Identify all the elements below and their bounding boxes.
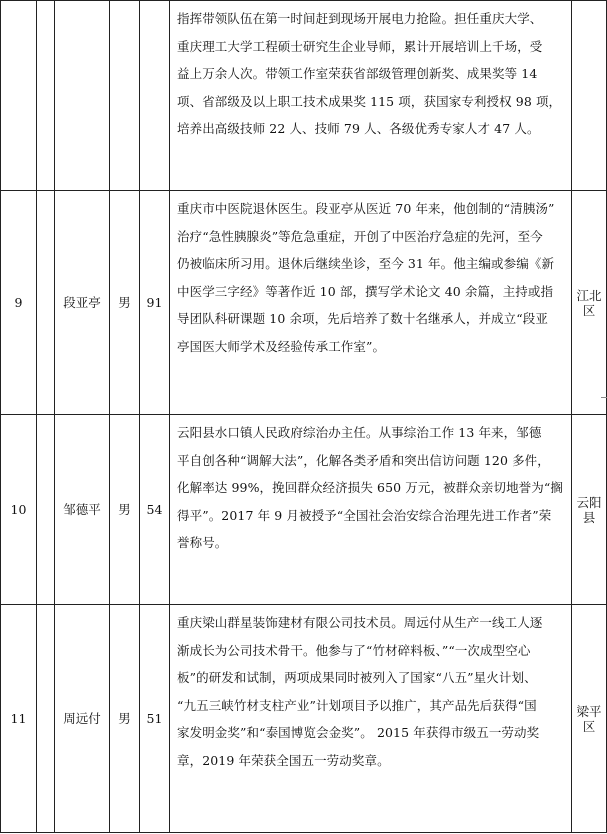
- description-line: 平自创各种“调解大法”，化解各类矛盾和突出信访问题 120 多件，: [177, 452, 550, 468]
- gender-cell: 男: [110, 605, 140, 833]
- gender-cell: 男: [110, 191, 140, 415]
- age-cell: 91: [140, 191, 170, 415]
- table-row: [1, 1, 607, 191]
- age-cell: [140, 1, 170, 191]
- description-cell: [170, 415, 572, 605]
- district-cell: 梁平区: [572, 605, 607, 833]
- description-line: “九五三峡竹材支柱产业”计划项目予以推广，其产品先后获得“国: [177, 697, 537, 713]
- district-cell: 云阳县: [572, 415, 607, 605]
- name-cell: 段亚亭: [55, 191, 110, 415]
- description-line: 章，2019 年荣获全国五一劳动奖章。: [177, 752, 390, 768]
- spacer-cell: [37, 1, 55, 191]
- name-cell: 邹德平: [55, 415, 110, 605]
- spacer-cell: [37, 415, 55, 605]
- number-cell: 10: [1, 415, 37, 605]
- description-line: 家发明金奖”和“泰国博览会金奖”。 2015 年获得市级五一劳动奖: [177, 725, 540, 740]
- name-cell: 周远付: [55, 605, 110, 833]
- table-row: [1, 605, 607, 833]
- description-line: 得平”。2017 年 9 月被授予“全国社会治安综合治理先进工作者”荣: [177, 507, 552, 523]
- age-cell: 51: [140, 605, 170, 833]
- table-row: [1, 191, 607, 415]
- description-line: 化解率达 99%，挽回群众经济损失 650 万元，被群众亲切地誉为“搁: [177, 480, 563, 495]
- description-cell: [170, 191, 572, 415]
- description-line: 誉称号。: [177, 535, 228, 550]
- page-edge-marker: [601, 397, 607, 398]
- number-cell: [1, 1, 37, 191]
- age-cell: 54: [140, 415, 170, 605]
- district-cell: [572, 1, 607, 191]
- description-cell: [170, 605, 572, 833]
- description-line: 板”的研发和试制，两项成果同时被列入了国家“八五”星火计划、: [177, 670, 537, 685]
- description-line: 治疗“急性胰腺炎”等危急重症，开创了中医治疗急症的先河，至今: [177, 228, 543, 244]
- description-line: 云阳县水口镇人民政府综治办主任。从事综治工作 13 年来，邹德: [177, 425, 542, 440]
- description-line: 导团队科研课题 10 余项，先后培养了数十名继承人，并成立“段亚: [177, 311, 548, 326]
- spacer-cell: [37, 605, 55, 833]
- number-cell: 11: [1, 605, 37, 833]
- description-line: 益上万余人次。带领工作室荣获省部级管理创新奖、成果奖等 14: [177, 66, 538, 81]
- name-cell: [55, 1, 110, 191]
- gender-cell: 男: [110, 415, 140, 605]
- description-line: 仍被临床所习用。退休后继续坐诊，至今 31 年。他主编或参编《新: [177, 256, 555, 271]
- description-line: 中医学三字经》等著作近 10 部，撰写学术论文 40 余篇，主持或指: [177, 283, 554, 299]
- description-line: 项、省部级及以上职工技术成果奖 115 项，获国家专利授权 98 项，: [177, 93, 562, 109]
- spacer-cell: [37, 191, 55, 415]
- description-line: 渐成长为公司技术骨干。他参与了“竹材碎料板、”“一次成型空心: [177, 642, 531, 658]
- description-line: 重庆理工大学工程硕士研究生企业导师，累计开展培训上千场，受: [177, 38, 543, 54]
- description-line: 重庆梁山群星装饰建材有限公司技术员。周远付从生产一线工人逐: [177, 615, 543, 630]
- gender-cell: [110, 1, 140, 191]
- description-line: 培养出高级技师 22 人、技师 79 人、各级优秀专家人才 47 人。: [177, 121, 540, 136]
- description-line: 指挥带领队伍在第一时间赶到现场开展电力抢险。担任重庆大学、: [177, 11, 543, 26]
- number-cell: 9: [1, 191, 37, 415]
- description-cell: [170, 1, 572, 191]
- description-line: 亭国医大师学术及经验传承工作室”。: [177, 338, 386, 354]
- description-line: 重庆市中医院退休医生。段亚亭从医近 70 年来，他创制的“清胰汤”: [177, 201, 555, 216]
- district-cell: 江北区: [572, 191, 607, 415]
- table-row: [1, 415, 607, 605]
